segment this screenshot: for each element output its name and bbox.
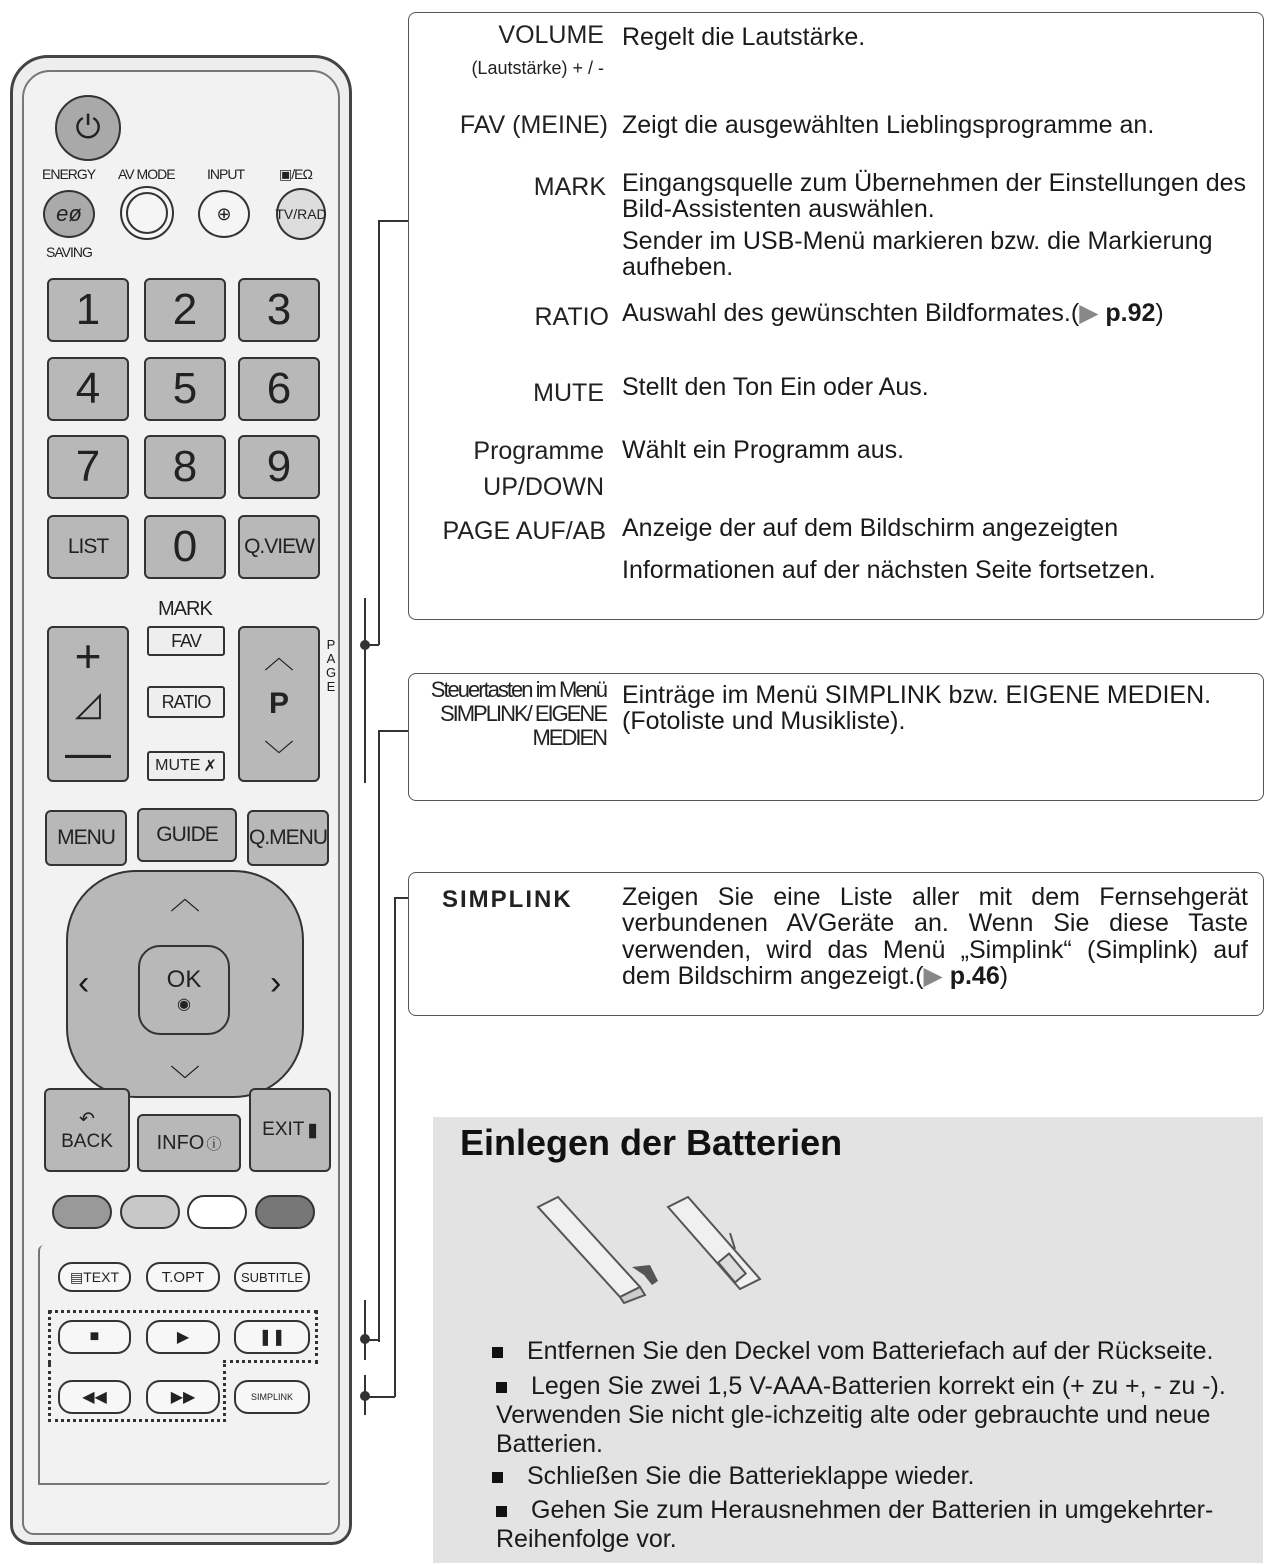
back-label: BACK (61, 1130, 113, 1152)
battery-step-4 (496, 1496, 1258, 1554)
page-ref-arrow-icon: ▶ (923, 961, 943, 990)
simplink-button[interactable]: SIMPLINK (234, 1380, 310, 1414)
battery-step-text: Gehen Sie zum Herausnehmen der Batterien in umgekehrter-Reihenfolge vor. (496, 1496, 1214, 1553)
circle-icon (126, 192, 168, 234)
function-key-page: PAGE AUF/AB (442, 517, 606, 545)
stop-icon: ■ (89, 1328, 100, 1345)
energy-label: ENERGY (42, 166, 96, 182)
connector-line (364, 1300, 366, 1360)
tvrad-top-label: ▣/ΕΩ (279, 166, 312, 182)
pause-icon: ❚❚ (258, 1329, 286, 1346)
input-label: INPUT (207, 166, 244, 182)
guide-button[interactable]: GUIDE (137, 808, 237, 862)
connector-line (364, 598, 366, 783)
text-label: TEXT (83, 1269, 119, 1285)
battery-title: Einlegen der Batterien (460, 1122, 843, 1163)
simplink-menu-key: Steuertasten im Menü SIMPLINK/ EIGENE MEDIEN (430, 677, 606, 751)
plus-icon: + (74, 629, 102, 682)
ratio-text: Auswahl des gewünschten Bildformates.( (622, 299, 1080, 327)
function-key-volume-sub: (Lautstärke) + / - (471, 58, 604, 78)
rewind-icon: ◀◀ (82, 1389, 107, 1406)
function-key-fav: FAV (MEINE) (459, 111, 608, 139)
number-key-3[interactable]: 3 (238, 278, 320, 342)
battery-step-text: Schließen Sie die Batterieklappe wieder. (527, 1462, 975, 1490)
number-key-4[interactable]: 4 (47, 357, 129, 421)
green-color-button[interactable] (120, 1195, 180, 1229)
ratio-text-end: ) (1155, 299, 1164, 327)
simplink-menu-desc: Einträge im Menü SIMPLINK bzw. EIGENE MEDIEN.(Fotoliste und Musikliste). (622, 681, 1212, 736)
minus-icon: — (65, 726, 111, 779)
number-key-7[interactable]: 7 (47, 435, 129, 499)
subtitle-button[interactable]: SUBTITLE (234, 1262, 310, 1292)
volume-triangle-icon: ◿ (74, 684, 102, 723)
connector-line (365, 1339, 379, 1341)
avmode-label: AV MODE (118, 166, 175, 182)
battery-illustration (520, 1185, 780, 1315)
page-letter: A (326, 651, 336, 666)
avmode-button[interactable] (120, 186, 174, 240)
simplink-logo: SIMPLINK (442, 886, 573, 913)
connector-line (378, 730, 410, 732)
function-desc-programme: Wählt ein Programm aus. (622, 436, 905, 464)
qview-button[interactable]: Q.VIEW (238, 515, 320, 579)
exit-icon: ▮ (307, 1119, 318, 1141)
number-key-0[interactable]: 0 (144, 515, 226, 579)
info-icon: ⓘ (206, 1135, 222, 1153)
battery-step-3 (492, 1462, 1252, 1491)
text-button[interactable] (58, 1262, 131, 1292)
dotted-group-mid (223, 1360, 318, 1366)
function-desc-ratio (622, 300, 1252, 326)
function-desc-fav: Zeigt die ausgewählten Lieblingsprogramme an. (622, 111, 1155, 139)
number-key-5[interactable]: 5 (144, 357, 226, 421)
function-desc-mark-usb: Sender im USB-Menü markieren bzw. die Markierung aufheben. (622, 227, 1213, 282)
nav-right-icon[interactable]: › (270, 964, 282, 1002)
rewind-button[interactable] (58, 1380, 131, 1414)
battery-step-text: Entfernen Sie den Deckel vom Batteriefach auf der Rückseite. (527, 1337, 1214, 1365)
number-key-2[interactable]: 2 (144, 278, 226, 342)
page-reference[interactable]: p.46 (949, 961, 1000, 990)
chevron-down-icon: ﹀ (264, 740, 294, 773)
ratio-button[interactable]: RATIO (147, 686, 225, 718)
program-label: P (268, 687, 289, 720)
function-key-volume: VOLUME (498, 21, 604, 49)
battery-step-1 (492, 1337, 1252, 1366)
energy-saving-button[interactable] (43, 190, 95, 238)
fast-forward-icon: ▶▶ (170, 1389, 196, 1406)
info-button[interactable] (137, 1114, 241, 1172)
chevron-up-icon: ︿ (264, 642, 294, 675)
function-desc-page: Anzeige der auf dem Bildschirm angezeigten (622, 514, 1119, 542)
number-key-6[interactable]: 6 (238, 357, 320, 421)
power-button[interactable]: ⏻ (55, 95, 121, 161)
function-key-mute: MUTE (533, 379, 604, 407)
page-letter: G (325, 665, 337, 680)
exit-label: EXIT (262, 1119, 305, 1140)
fast-forward-button[interactable] (146, 1380, 220, 1414)
qmenu-button[interactable]: Q.MENU (247, 810, 329, 866)
bullet-icon (492, 1472, 503, 1483)
volume-rocker[interactable] (47, 626, 129, 782)
bullet-icon (496, 1506, 507, 1517)
menu-button[interactable]: MENU (45, 810, 127, 866)
number-key-8[interactable]: 8 (144, 435, 226, 499)
pause-button[interactable] (234, 1320, 310, 1354)
function-key-programme-sub: UP/DOWN (483, 473, 604, 501)
stop-button[interactable] (58, 1320, 131, 1354)
page-letter: P (326, 637, 336, 652)
list-button[interactable]: LIST (47, 515, 129, 579)
page-ref-arrow-icon: ▶ (1079, 299, 1099, 327)
ok-button[interactable] (138, 945, 230, 1035)
topt-button[interactable]: T.OPT (146, 1262, 220, 1292)
ok-dot-icon: ◉ (177, 996, 191, 1013)
nav-left-icon[interactable]: ‹ (78, 964, 90, 1002)
mute-icon: ✗ (203, 758, 217, 775)
function-key-programme: Programme (473, 437, 604, 465)
number-key-1[interactable]: 1 (47, 278, 129, 342)
nav-up-icon[interactable]: ︿ (170, 883, 200, 916)
connector-line (378, 220, 410, 222)
remote-back-illustration (538, 1197, 645, 1303)
battery-step-text: Legen Sie zwei 1,5 V-AAA-Batterien korrekt ein (+ zu +, - zu -). Verwenden Sie nicht gle-ichzeitig alte oder gebrauchte und neue Batterien. (496, 1372, 1226, 1458)
input-button[interactable] (198, 190, 250, 238)
function-desc-volume: Regelt die Lautstärke. (622, 23, 866, 51)
teletext-icon: ▤ (69, 1268, 84, 1285)
number-key-9[interactable]: 9 (238, 435, 320, 499)
simplink-text: Zeigen Sie eine Liste aller mit dem Fernsehgerät verbundenen AVGeräte an. Wenn Sie diese Taste verwenden, wird das Menü „Simplink“ (Simplink) auf dem Bildschirm angezeigt.( (622, 883, 1248, 990)
ok-label: OK (166, 966, 202, 993)
saving-label: SAVING (46, 244, 92, 260)
connector-line (394, 897, 396, 1397)
function-desc-mute: Stellt den Ton Ein oder Aus. (622, 373, 929, 401)
page-letter: E (326, 679, 336, 694)
battery-step-2 (496, 1372, 1236, 1459)
remote-open-illustration (668, 1197, 760, 1289)
connector-line (365, 644, 379, 646)
mute-label: MUTE (155, 757, 201, 774)
program-rocker[interactable] (238, 626, 320, 782)
exit-button[interactable] (249, 1088, 331, 1172)
function-key-ratio: RATIO (534, 303, 609, 331)
page-reference[interactable]: p.92 (1105, 299, 1156, 327)
connector-line (378, 220, 380, 645)
mark-label: MARK (158, 598, 212, 620)
mute-button[interactable] (147, 751, 225, 781)
page-label (324, 638, 338, 694)
nav-down-icon[interactable]: ﹀ (170, 1065, 200, 1098)
red-color-button[interactable] (52, 1195, 112, 1229)
blue-color-button[interactable] (255, 1195, 315, 1229)
function-key-mark: MARK (533, 173, 606, 201)
info-label: INFO (156, 1131, 205, 1154)
connector-line (378, 730, 380, 1342)
back-button[interactable] (44, 1088, 130, 1172)
fav-button[interactable]: FAV (147, 626, 225, 656)
input-icon: ⊕ (216, 203, 232, 224)
bullet-icon (496, 1382, 507, 1393)
play-button[interactable] (146, 1320, 220, 1354)
play-icon: ▶ (176, 1329, 190, 1346)
function-desc-mark: Eingangsquelle zum Übernehmen der Einstellungen des Bild-Assistenten auswählen. (622, 169, 1247, 224)
back-arrow-icon: ↶ (79, 1108, 95, 1130)
simplink-desc (622, 884, 1248, 989)
eco-icon: eø (56, 201, 82, 226)
connector-line (365, 1396, 395, 1398)
yellow-color-button[interactable] (187, 1195, 247, 1229)
bullet-icon (492, 1347, 503, 1358)
simplink-text-end: ) (999, 961, 1009, 990)
tv-rad-button[interactable]: TV/RAD (276, 188, 326, 240)
function-desc-page-2: Informationen auf der nächsten Seite fortsetzen. (622, 556, 1156, 584)
